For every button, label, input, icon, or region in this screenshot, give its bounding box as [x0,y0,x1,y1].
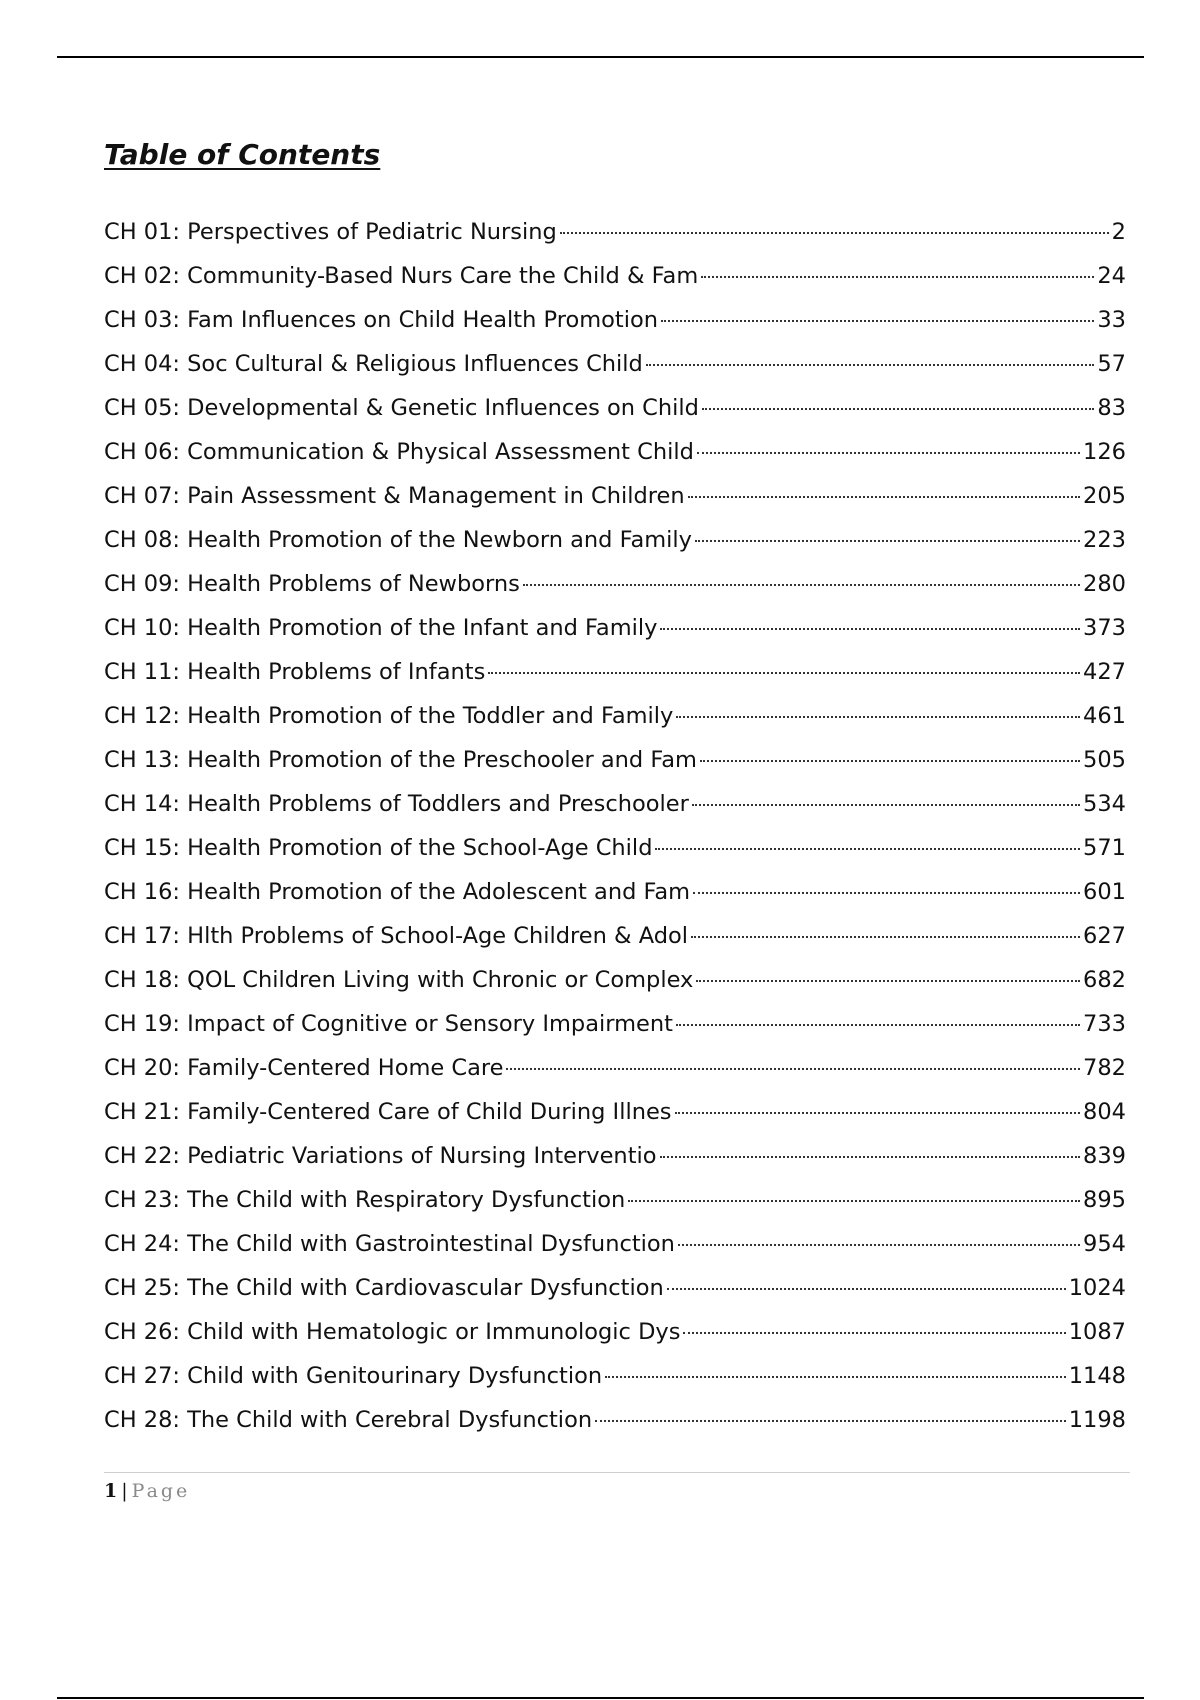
toc-entry-page: 280 [1083,571,1126,597]
dot-leader [655,848,1080,850]
dot-leader [697,452,1080,454]
toc-entry-page: 373 [1083,615,1126,641]
toc-entry-label: CH 03: Fam Influences on Child Health Promotion [104,307,658,333]
toc-entry[interactable] [104,1090,1126,1134]
dot-leader [696,980,1080,982]
toc-entry-label: CH 24: The Child with Gastrointestinal Dysfunction [104,1231,675,1257]
toc-entry[interactable] [104,870,1126,914]
footer-page-number: 1 [104,1480,118,1502]
toc-entry[interactable] [104,342,1126,386]
toc-entry-label: CH 07: Pain Assessment & Management in Children [104,483,685,509]
toc-entry-page: 601 [1083,879,1126,905]
toc-entry-page: 804 [1083,1099,1126,1125]
dot-leader [660,628,1080,630]
toc-entry-page: 1148 [1068,1363,1126,1389]
footer-rule [104,1472,1130,1473]
toc-entry[interactable] [104,782,1126,826]
dot-leader [488,672,1080,674]
toc-entry[interactable] [104,518,1126,562]
toc-entry[interactable] [104,1046,1126,1090]
toc-entry-label: CH 12: Health Promotion of the Toddler and Family [104,703,674,729]
toc-entry-page: 954 [1083,1231,1126,1257]
toc-entry-page: 895 [1083,1187,1126,1213]
toc-entry-page: 571 [1083,835,1126,861]
toc-entry-page: 1087 [1068,1319,1126,1345]
toc-entry-label: CH 15: Health Promotion of the School-Age Child [104,835,653,861]
dot-leader [506,1068,1080,1070]
dot-leader [695,540,1080,542]
toc-entry[interactable] [104,1354,1126,1398]
toc-entry-page: 57 [1097,351,1126,377]
toc-entry[interactable] [104,914,1126,958]
toc-entry-page: 534 [1083,791,1126,817]
toc-entry-page: 505 [1083,747,1126,773]
toc-entry-page: 83 [1097,395,1126,421]
footer-separator: | [121,1480,128,1502]
dot-leader [605,1376,1066,1378]
dot-leader [675,1112,1081,1114]
toc-entry-page: 1024 [1068,1275,1126,1301]
toc-entry-label: CH 02: Community-Based Nurs Care the Child & Fam [104,263,699,289]
dot-leader [691,936,1080,938]
toc-entry-label: CH 05: Developmental & Genetic Influences on Child [104,395,699,421]
dot-leader [560,232,1109,234]
dot-leader [595,1420,1066,1422]
toc-entry-label: CH 21: Family-Centered Care of Child During Illnes [104,1099,672,1125]
toc-entry[interactable] [104,1222,1126,1266]
dot-leader [676,1024,1080,1026]
dot-leader [700,760,1080,762]
dot-leader [628,1200,1080,1202]
dot-leader [523,584,1080,586]
toc-entry-label: CH 01: Perspectives of Pediatric Nursing [104,219,557,245]
toc-entry-page: 682 [1083,967,1126,993]
header-rule [57,56,1144,58]
toc-entry-label: CH 08: Health Promotion of the Newborn and Family [104,527,692,553]
toc-entry-page: 461 [1083,703,1126,729]
toc-entry[interactable] [104,298,1126,342]
toc-entry-page: 126 [1083,439,1126,465]
dot-leader [692,804,1080,806]
toc-entry[interactable] [104,738,1126,782]
toc-entry-label: CH 28: The Child with Cerebral Dysfunction [104,1407,593,1433]
toc-entry[interactable] [104,606,1126,650]
toc-entry-label: CH 10: Health Promotion of the Infant and Family [104,615,658,641]
toc-entry-label: CH 20: Family-Centered Home Care [104,1055,504,1081]
toc-entry[interactable] [104,430,1126,474]
toc-entry[interactable] [104,826,1126,870]
toc-entry-page: 1198 [1068,1407,1126,1433]
toc-entry[interactable] [104,1134,1126,1178]
toc-entry-page: 839 [1083,1143,1126,1169]
toc-entry[interactable] [104,254,1126,298]
page-footer [104,1478,190,1504]
toc-entry[interactable] [104,1002,1126,1046]
toc-entry[interactable] [104,1398,1126,1442]
toc-entry-page: 205 [1083,483,1126,509]
toc-entry-page: 2 [1111,219,1126,245]
toc-entry-page: 24 [1097,263,1126,289]
dot-leader [701,276,1094,278]
toc-entry-label: CH 26: Child with Hematologic or Immunologic Dys [104,1319,681,1345]
toc-entry-page: 33 [1097,307,1126,333]
bottom-rule [57,1697,1144,1699]
toc-entry-label: CH 17: Hlth Problems of School-Age Children & Adol [104,923,689,949]
page-title: Table of Contents [104,138,381,171]
toc-entry-label: CH 14: Health Problems of Toddlers and Preschooler [104,791,689,817]
dot-leader [688,496,1080,498]
toc-entry[interactable] [104,694,1126,738]
toc-entry[interactable] [104,386,1126,430]
toc-entry-label: CH 25: The Child with Cardiovascular Dysfunction [104,1275,664,1301]
toc-entry[interactable] [104,958,1126,1002]
toc-entry[interactable] [104,1266,1126,1310]
toc-entry-label: CH 13: Health Promotion of the Preschooler and Fam [104,747,697,773]
toc-entry-page: 733 [1083,1011,1126,1037]
toc-entry-label: CH 04: Soc Cultural & Religious Influences Child [104,351,643,377]
toc-entry[interactable] [104,474,1126,518]
toc-entry[interactable] [104,1310,1126,1354]
toc-entry-page: 223 [1083,527,1126,553]
toc-entry-label: CH 23: The Child with Respiratory Dysfunction [104,1187,626,1213]
toc-entry-label: CH 11: Health Problems of Infants [104,659,486,685]
dot-leader [667,1288,1066,1290]
toc-entry-page: 782 [1083,1055,1126,1081]
dot-leader [660,1156,1081,1158]
toc-entry-page: 627 [1083,923,1126,949]
dot-leader [683,1332,1065,1334]
dot-leader [646,364,1095,366]
toc-entry[interactable] [104,210,1126,254]
toc-entry-label: CH 16: Health Promotion of the Adolescent and Fam [104,879,691,905]
toc-entry-label: CH 06: Communication & Physical Assessment Child [104,439,694,465]
toc-entry-label: CH 19: Impact of Cognitive or Sensory Impairment [104,1011,673,1037]
toc-entry[interactable] [104,1178,1126,1222]
toc-entry[interactable] [104,562,1126,606]
dot-leader [693,892,1080,894]
toc-entry-label: CH 22: Pediatric Variations of Nursing Interventio [104,1143,657,1169]
toc-entry-label: CH 18: QOL Children Living with Chronic or Complex [104,967,694,993]
toc-entry[interactable] [104,650,1126,694]
dot-leader [661,320,1094,322]
dot-leader [676,716,1080,718]
toc-entry-page: 427 [1083,659,1126,685]
toc-entry-label: CH 09: Health Problems of Newborns [104,571,520,597]
dot-leader [702,408,1094,410]
toc-list [104,210,1126,1442]
dot-leader [678,1244,1080,1246]
footer-page-label: Page [131,1480,191,1502]
toc-entry-label: CH 27: Child with Genitourinary Dysfunction [104,1363,603,1389]
